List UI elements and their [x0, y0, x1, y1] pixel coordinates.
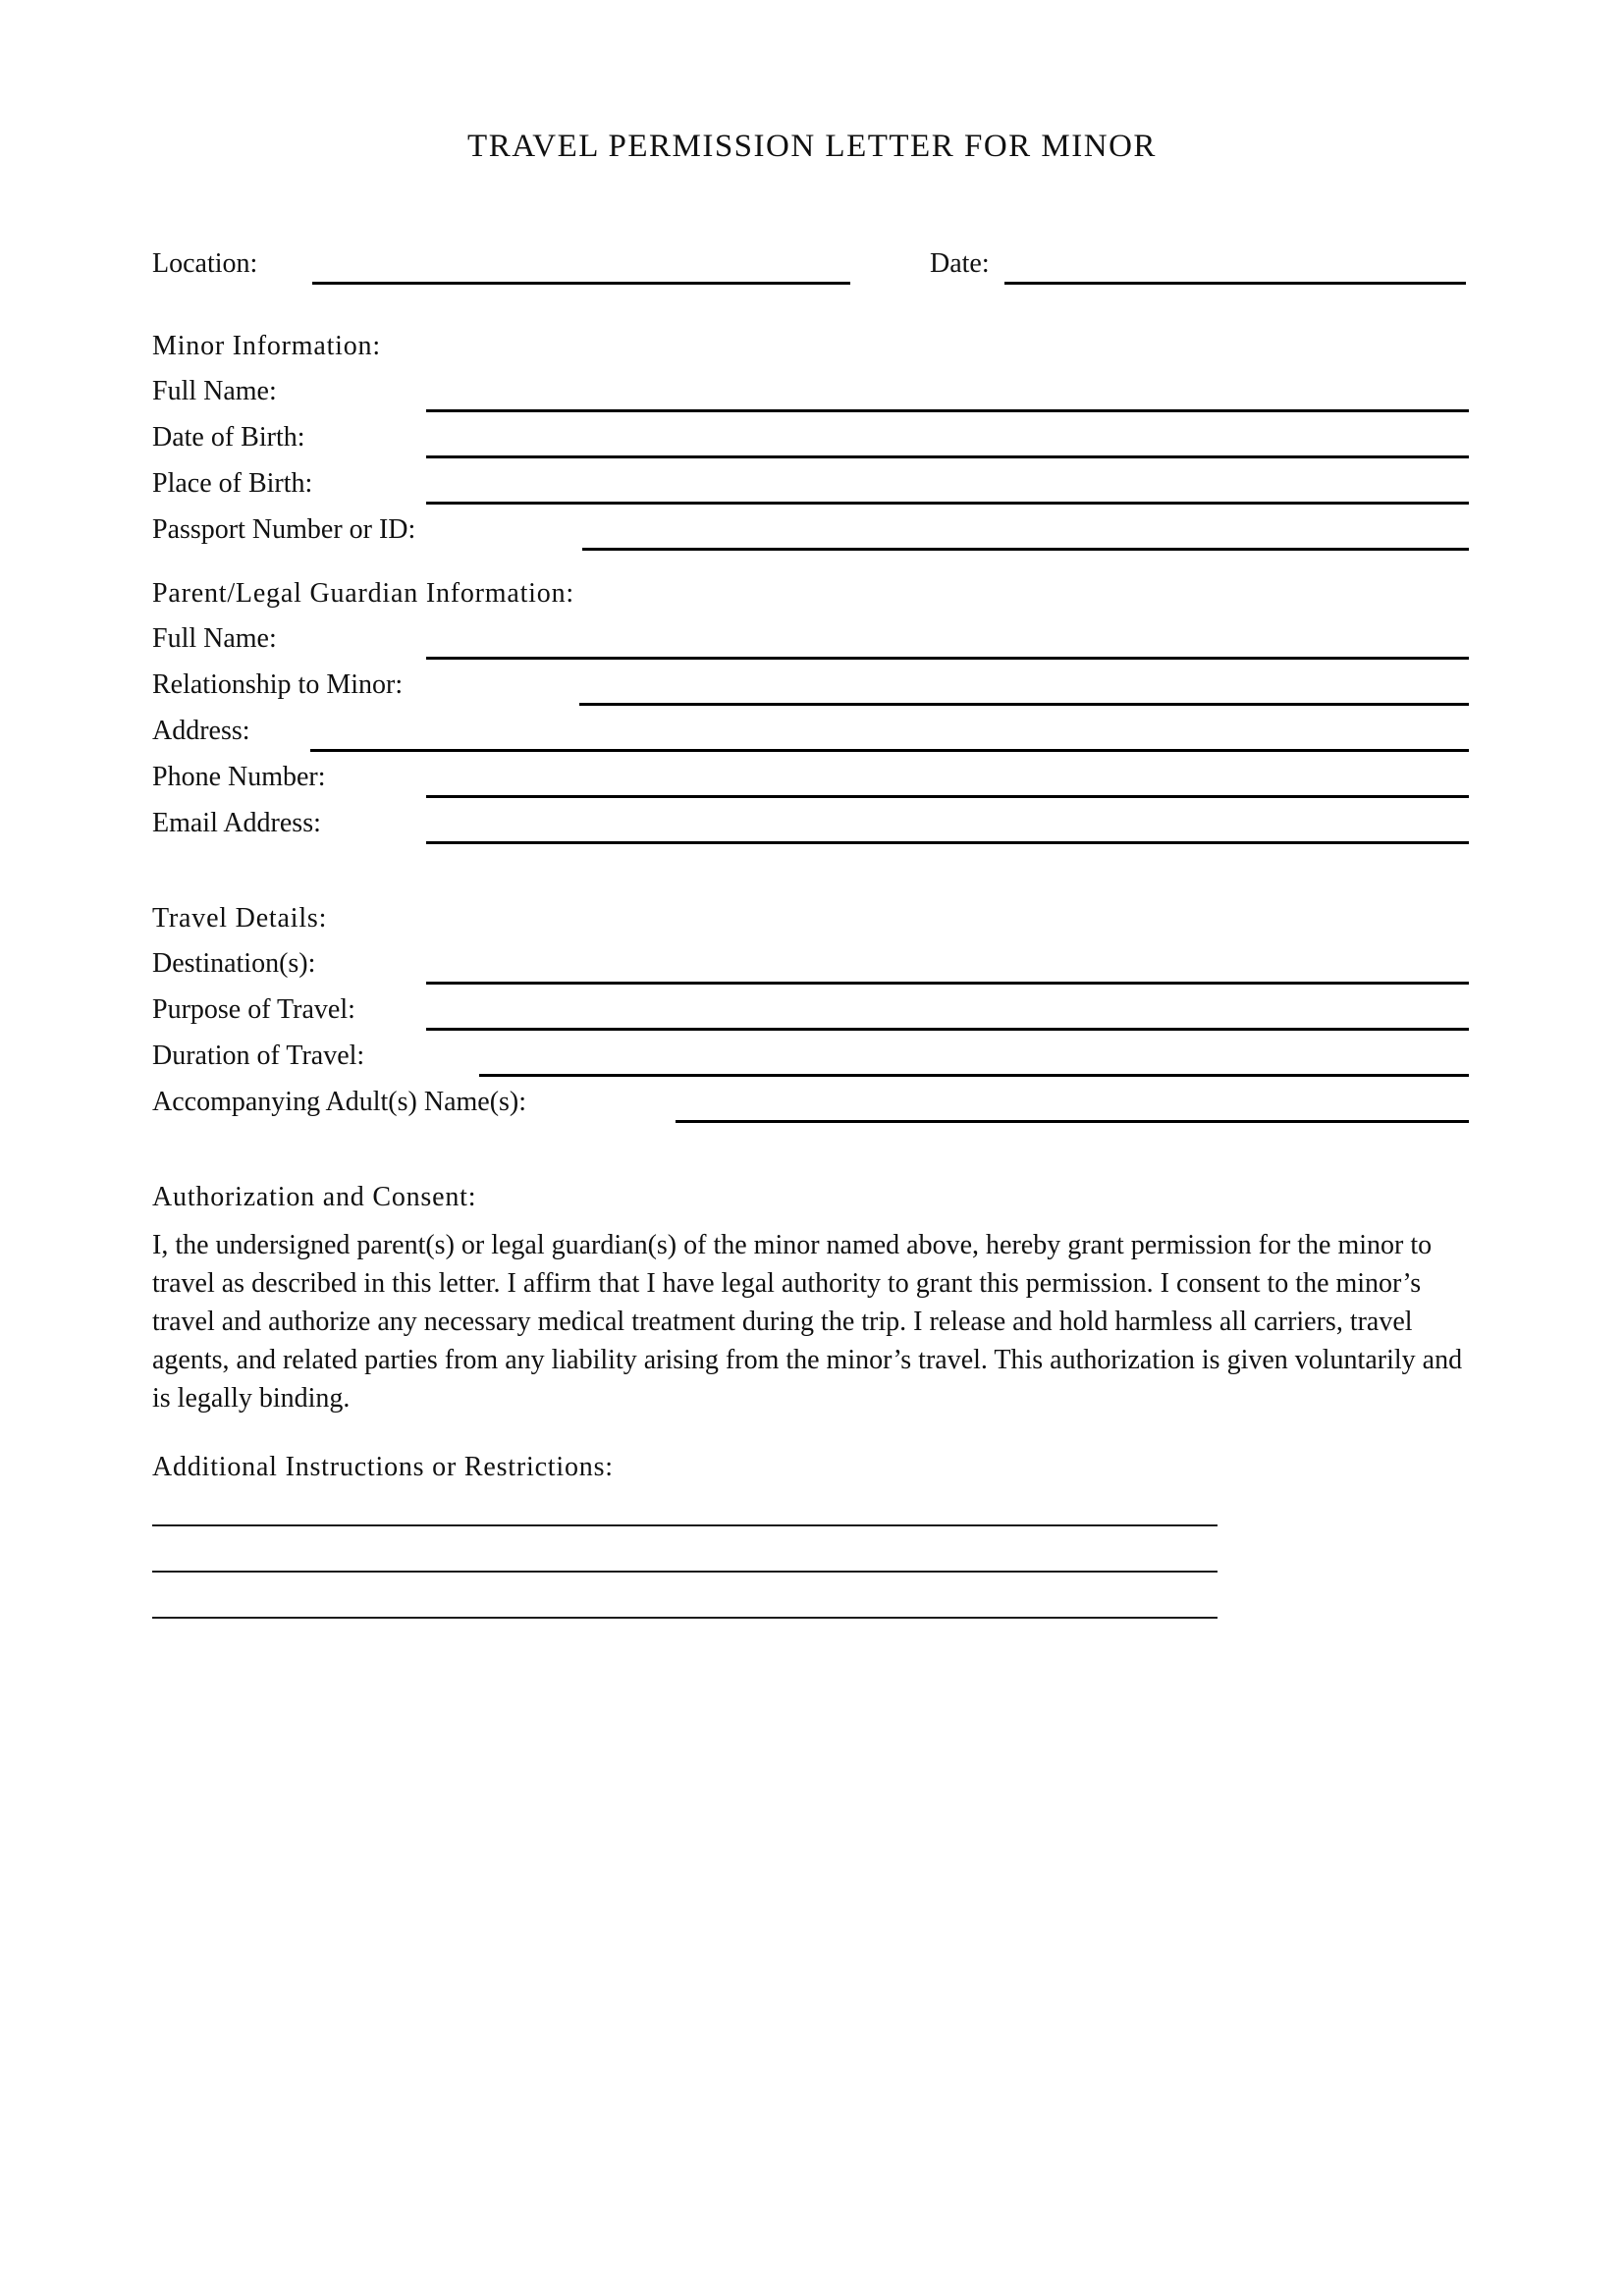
field-row-minor-pob: [152, 465, 1469, 505]
authorization-section-heading: Authorization and Consent:: [152, 1182, 477, 1212]
travel-duration-input-line[interactable]: [479, 1074, 1469, 1077]
field-row-minor-full-name: [152, 373, 1469, 412]
additional-instructions-line-3[interactable]: [152, 1617, 1218, 1619]
minor-section-heading: Minor Information:: [152, 331, 381, 361]
location-label: Location:: [152, 248, 258, 279]
parent-phone-label: Phone Number:: [152, 762, 326, 792]
travel-section-heading: Travel Details:: [152, 903, 328, 934]
date-label: Date:: [930, 248, 990, 279]
field-row-travel-duration: [152, 1038, 1469, 1077]
minor-dob-label: Date of Birth:: [152, 422, 305, 453]
travel-destination-label: Destination(s):: [152, 948, 316, 979]
parent-full-name-input-line[interactable]: [426, 657, 1469, 660]
field-row-parent-relationship: [152, 667, 1469, 706]
field-row-parent-address: [152, 713, 1469, 752]
field-row-parent-phone: [152, 759, 1469, 798]
travel-purpose-input-line[interactable]: [426, 1028, 1469, 1031]
minor-pob-label: Place of Birth:: [152, 468, 313, 499]
additional-instructions-line-2[interactable]: [152, 1571, 1218, 1573]
field-row-minor-passport: [152, 511, 1469, 551]
field-row-travel-purpose: [152, 991, 1469, 1031]
minor-full-name-input-line[interactable]: [426, 409, 1469, 412]
additional-section-heading: Additional Instructions or Restrictions:: [152, 1452, 614, 1482]
date-input-line[interactable]: [1004, 282, 1466, 285]
parent-address-label: Address:: [152, 716, 250, 746]
field-row-travel-destination: [152, 945, 1469, 985]
travel-destination-input-line[interactable]: [426, 982, 1469, 985]
parent-email-input-line[interactable]: [426, 841, 1469, 844]
location-input-line[interactable]: [312, 282, 850, 285]
location-date-row: [152, 245, 1469, 285]
parent-address-input-line[interactable]: [310, 749, 1469, 752]
page-title: TRAVEL PERMISSION LETTER FOR MINOR: [467, 129, 1157, 164]
minor-passport-input-line[interactable]: [582, 548, 1469, 551]
minor-passport-label: Passport Number or ID:: [152, 514, 416, 545]
field-row-minor-dob: [152, 419, 1469, 458]
travel-duration-label: Duration of Travel:: [152, 1041, 365, 1071]
travel-accompanying-input-line[interactable]: [676, 1120, 1469, 1123]
travel-accompanying-label: Accompanying Adult(s) Name(s):: [152, 1087, 527, 1117]
authorization-consent-paragraph: I, the undersigned parent(s) or legal guardian(s) of the minor named above, hereby grant permission for the minor to travel as described in this letter. I affirm that I have legal authority to grant this permission. I consent to the minor’s travel and authorize any necessary medical treatment during the trip. I release and hold harmless all carriers, travel agents, and related parties from any liability arising from the minor’s travel. This authorization is given voluntarily and is legally binding.: [152, 1230, 1463, 1414]
field-row-travel-accompanying: [152, 1084, 1469, 1123]
parent-relationship-input-line[interactable]: [579, 703, 1469, 706]
field-row-parent-email: [152, 805, 1469, 844]
additional-instructions-line-1[interactable]: [152, 1524, 1218, 1526]
field-row-parent-full-name: [152, 620, 1469, 660]
parent-phone-input-line[interactable]: [426, 795, 1469, 798]
parent-section-heading: Parent/Legal Guardian Information:: [152, 578, 574, 609]
minor-dob-input-line[interactable]: [426, 455, 1469, 458]
minor-pob-input-line[interactable]: [426, 502, 1469, 505]
parent-email-label: Email Address:: [152, 808, 321, 838]
parent-full-name-label: Full Name:: [152, 623, 277, 654]
travel-purpose-label: Purpose of Travel:: [152, 994, 355, 1025]
minor-full-name-label: Full Name:: [152, 376, 277, 406]
parent-relationship-label: Relationship to Minor:: [152, 669, 404, 700]
